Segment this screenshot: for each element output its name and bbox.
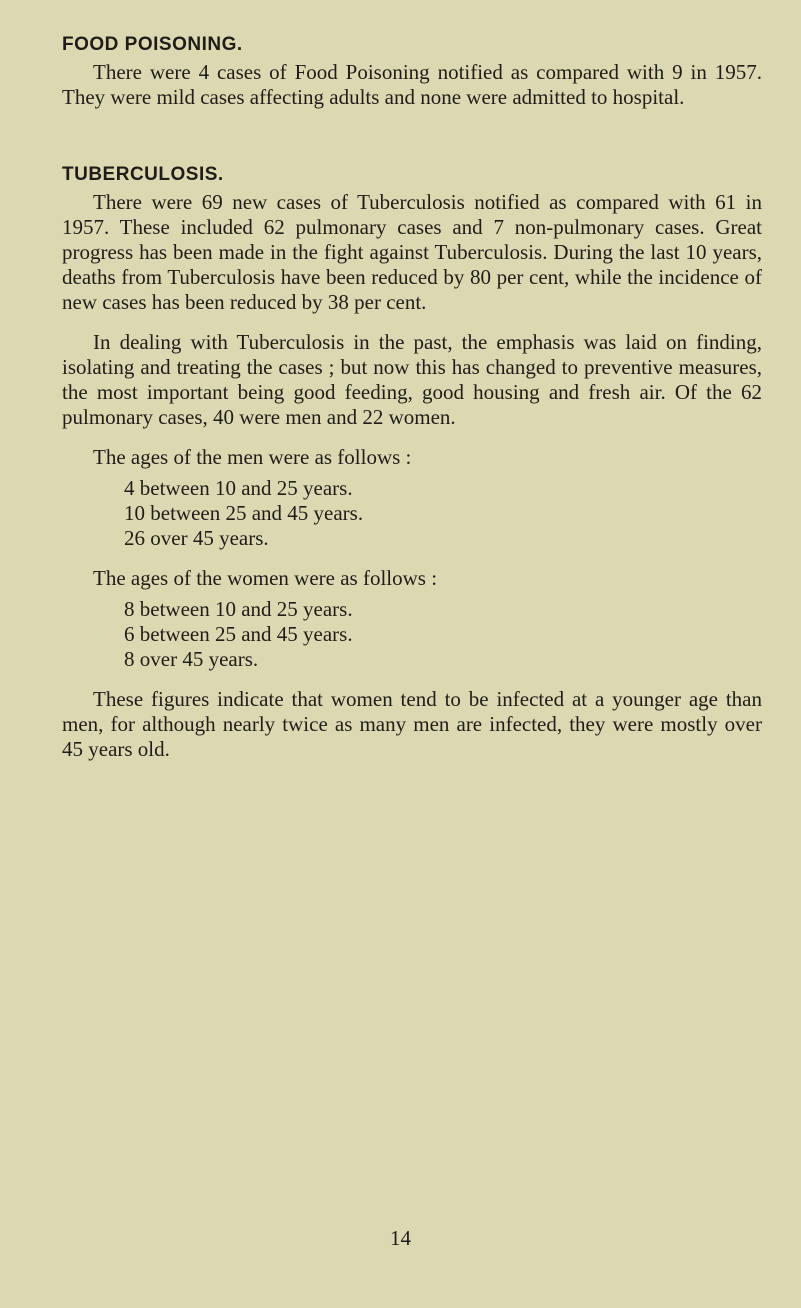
page-number: 14	[390, 1226, 411, 1250]
conclusion-paragraph: These figures indicate that women tend to be infected at a younger age than men, for although nearly twice as many men are infected, they were mostly over 45 years old.	[62, 687, 762, 761]
women-ages-intro: The ages of the women were as follows :	[93, 566, 438, 590]
tuberculosis-heading: TUBERCULOSIS.	[62, 164, 224, 185]
women-ages-list	[62, 597, 762, 672]
list-item: 4 between 10 and 25 years.	[124, 476, 353, 500]
list-item: 6 between 25 and 45 years.	[124, 622, 353, 646]
men-ages-intro: The ages of the men were as follows :	[93, 445, 412, 469]
list-item: 10 between 25 and 45 years.	[124, 501, 364, 525]
list-item: 8 between 10 and 25 years.	[124, 597, 353, 621]
list-item: 26 over 45 years.	[124, 526, 269, 550]
document-page	[62, 30, 762, 762]
tuberculosis-paragraph-2: In dealing with Tuberculosis in the past, the emphasis was laid on finding, isolating and treating the cases ; but now this has changed to preventive measures, the most important being good feeding, good housing and fresh air. Of the 62 pulmonary cases, 40 were men and 22 women.	[62, 330, 762, 429]
food-poisoning-heading: FOOD POISONING.	[62, 34, 243, 55]
list-item: 8 over 45 years.	[124, 647, 259, 671]
tuberculosis-paragraph-1: There were 69 new cases of Tuberculosis notified as compared with 61 in 1957. These included 62 pulmonary cases and 7 non-pulmonary cases. Great progress has been made in the fight against Tuberculosis. During the last 10 years, deaths from Tuberculosis have been reduced by 80 per cent, while the incidence of new cases has been reduced by 38 per cent.	[62, 190, 762, 314]
food-poisoning-paragraph: There were 4 cases of Food Poisoning notified as compared with 9 in 1957. They were mild cases affecting adults and none were admitted to hospital.	[62, 60, 762, 109]
men-ages-list	[62, 476, 762, 551]
